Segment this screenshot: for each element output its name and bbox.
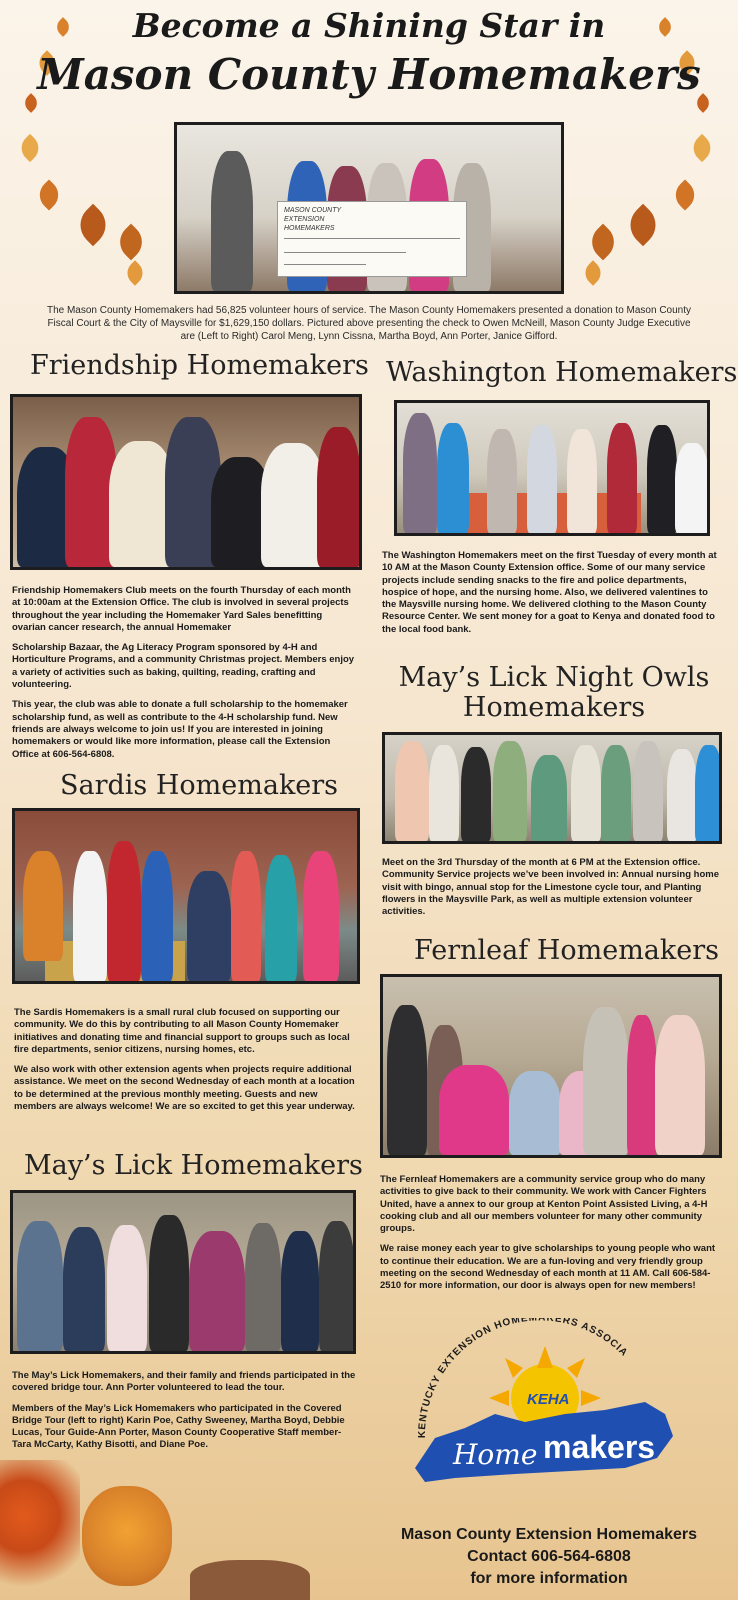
friendship-paragraph: This year, the club was able to donate a full scholarship to the homemaker scholarship fund, as well as contribute to the 4-H scholarship fund. New friends are always welcome to join us! If you are interested in joining homemakers or would like more information, please call the Extension Office at 606-564-6808. [12, 699, 348, 760]
person-figure [403, 413, 437, 533]
night-owls-heading-line1: May’s Lick Night Owls [398, 662, 710, 693]
keha-logo-graphic [395, 1318, 695, 1494]
keha-arc-text: KENTUCKY EXTENSION HOMEM KERS ASSOCIA [416, 1318, 630, 1439]
night-owls-paragraph: Meet on the 3rd Thursday of the month at 6 PM at the Extension office. Community Service projects we’ve been involved in: Annual nursing home visit with bingo, annual stop for the Limestone cycle tour, and Planting flowers in the Maysville Park, as well as multiple extension volunteer activities. [382, 857, 719, 918]
person-figure [319, 1221, 355, 1351]
check-text: MASON COUNTY EXTENSION HOMEMAKERS [284, 207, 342, 232]
fernleaf-photo [380, 974, 722, 1158]
mayslick-photo [10, 1190, 356, 1354]
night-owls-heading-line2: Homemakers [462, 692, 646, 723]
sardis-heading: Sardis Homemakers [60, 770, 339, 801]
person-figure [667, 749, 697, 841]
person-figure [627, 1015, 657, 1155]
person-figure [493, 741, 527, 841]
person-figure [583, 1007, 629, 1155]
big-check [277, 201, 467, 277]
person-figure [531, 755, 567, 841]
person-figure [387, 1005, 427, 1155]
leaf-icon [669, 179, 700, 210]
night-owls-heading [380, 663, 728, 723]
person-figure [317, 427, 361, 567]
person-figure [107, 1225, 147, 1351]
person-figure [461, 747, 491, 841]
home-text: Home [453, 1438, 538, 1471]
pinecone-decor [190, 1560, 310, 1600]
friendship-photo [10, 394, 362, 570]
person-figure [429, 745, 459, 841]
person-figure [509, 1071, 561, 1155]
leaf-icon [113, 224, 150, 261]
person-figure [695, 745, 722, 841]
person-figure [439, 1065, 509, 1155]
fernleaf-heading: Fernleaf Homemakers [414, 935, 720, 966]
keha-text: KEHA [527, 1391, 570, 1408]
person-figure [633, 741, 663, 841]
mayslick-paragraph: Members of the May’s Lick Homemakers who participated in the Covered Bridge Tour (left to right) Karin Poe, Cathy Sweeney, Martha Boyd, Debbie Lucas, Tour Guide-Ann Porter, Mason County Cooperative Staff member-Tara McCarty, Kathy Bisotti, and Diane Poe. [12, 1402, 345, 1451]
person-figure [149, 1215, 189, 1351]
person-figure [17, 1221, 63, 1351]
person-figure [261, 443, 325, 567]
person-figure [211, 151, 253, 291]
washington-photo [394, 400, 710, 536]
person-figure [141, 851, 173, 981]
person-figure [567, 429, 597, 533]
flower-decor [0, 1460, 80, 1600]
friendship-paragraph: Friendship Homemakers Club meets on the fourth Thursday of each month at 10:00am at the Extension Office. The club is involved in several projects throughout the year including the Homemaker Yard Sales benefitting ovarian cancer research, the annual Homemaker [12, 585, 351, 633]
mayslick-paragraph: The May’s Lick Homemakers, and their family and friends participated in the covered bridge tour. Ann Porter volunteered to lead the tour. [12, 1370, 356, 1394]
friendship-paragraph: Scholarship Bazaar, the Ag Literacy Program sponsored by 4-H and Horticulture Programs, and a community Christmas project. Members enjoy a variety of activities such as baking, quilting, reading, crafting and volunteering. [12, 642, 355, 691]
person-figure [63, 1227, 105, 1351]
fernleaf-paragraph: We raise money each year to give scholarships to young people who want to continue their education. We are a fun-loving and very friendly group meeting on the second Wednesday of each month at 11 AM. Call 606-584-2510 for more information, our door is always open for new members! [380, 1243, 716, 1292]
fernleaf-paragraph: The Fernleaf Homemakers are a community service group who do many activities to give back to their community. We work with Cancer Fighters United, have a annex to our group at Kenton Point Assisted Living, a 4-H cooking club and all our members volunteer for many other community groups. [380, 1174, 708, 1235]
person-figure [107, 841, 141, 981]
leaf-icon [16, 134, 44, 162]
page-title-line1: Become a Shining Star in [132, 6, 606, 45]
fernleaf-text [380, 1174, 724, 1301]
leaf-icon [33, 179, 64, 210]
mayslick-text [12, 1370, 358, 1460]
leaf-icon [580, 260, 605, 285]
washington-heading: Washington Homemakers [386, 357, 738, 388]
person-figure [607, 423, 637, 533]
person-figure [437, 423, 469, 533]
person-figure [231, 851, 261, 981]
washington-paragraph: The Washington Homemakers meet on the first Tuesday of every month at 10 AM at the Mason County Extension office. Some of our many service projects include sending snacks to the fire and police departments, hospice of hope, and the nursing home. Also, we delivered valentines to the Maysville nursing home. We delivered clothing to the Mason County Resource Center. We sent money for a goat to Kenya and donated food to the local food bank. [382, 550, 717, 635]
sardis-paragraph: We also work with other extension agents when projects require additional assistance. We meet on the second Wednesday of each month at a location to be determined at the previous monthly meeting. Guests and new members are always welcome! We are so excited to get this year underway. [14, 1064, 355, 1113]
person-figure [647, 425, 677, 533]
person-figure [187, 871, 231, 981]
leaf-icon [622, 204, 664, 246]
friendship-text [12, 585, 358, 769]
washington-text [382, 550, 722, 644]
night-owls-photo [382, 732, 722, 844]
leaf-icon [688, 134, 716, 162]
mayslick-heading: May’s Lick Homemakers [24, 1150, 363, 1181]
person-figure [571, 745, 601, 841]
leaf-icon [122, 260, 147, 285]
contact-block [372, 1524, 726, 1590]
sardis-photo [12, 808, 360, 984]
contact-more-info: for more information [470, 1570, 628, 1587]
friendship-heading: Friendship Homemakers [30, 350, 369, 381]
person-figure [245, 1223, 281, 1351]
check-presentation-photo [174, 122, 564, 294]
night-owls-text [382, 857, 724, 926]
makers-text: makers [543, 1429, 656, 1465]
contact-org: Mason County Extension Homemakers [400, 1526, 698, 1543]
person-figure [675, 443, 709, 533]
leaf-icon [585, 224, 622, 261]
person-figure [73, 851, 107, 981]
contact-phone: Contact 606-564-6808 [467, 1548, 631, 1565]
person-figure [395, 741, 429, 841]
person-figure [265, 855, 297, 981]
person-figure [601, 745, 631, 841]
person-figure [527, 425, 557, 533]
keha-logo [395, 1318, 695, 1494]
person-figure [281, 1231, 319, 1351]
pumpkin-decor [82, 1486, 172, 1586]
leaf-icon [72, 204, 114, 246]
person-figure [189, 1231, 245, 1351]
sardis-paragraph: The Sardis Homemakers is a small rural club focused on supporting our community. We do this by contributing to all Mason County Homemaker initiatives and donating time and financial support to groups such as local fire departments, senior citizens, nursing homes, etc. [14, 1007, 350, 1055]
scarecrow [23, 851, 63, 961]
person-figure [655, 1015, 705, 1155]
person-figure [303, 851, 339, 981]
top-photo-caption: The Mason County Homemakers had 56,825 volunteer hours of service. The Mason County Homemakers presented a donation to Mason County Fiscal Court & the City of Maysville for $1,629,150 dollars. Pictured above presenting the check to Owen McNeill, Mason County Judge Executive are (Left to Right) Carol Meng, Lynn Cissna, Martha Boyd, Ann Porter, Janice Gifford. [46, 305, 692, 342]
sardis-text [14, 1007, 360, 1121]
page-title-line2: Mason County Homemakers [37, 50, 701, 99]
person-figure [487, 429, 517, 533]
